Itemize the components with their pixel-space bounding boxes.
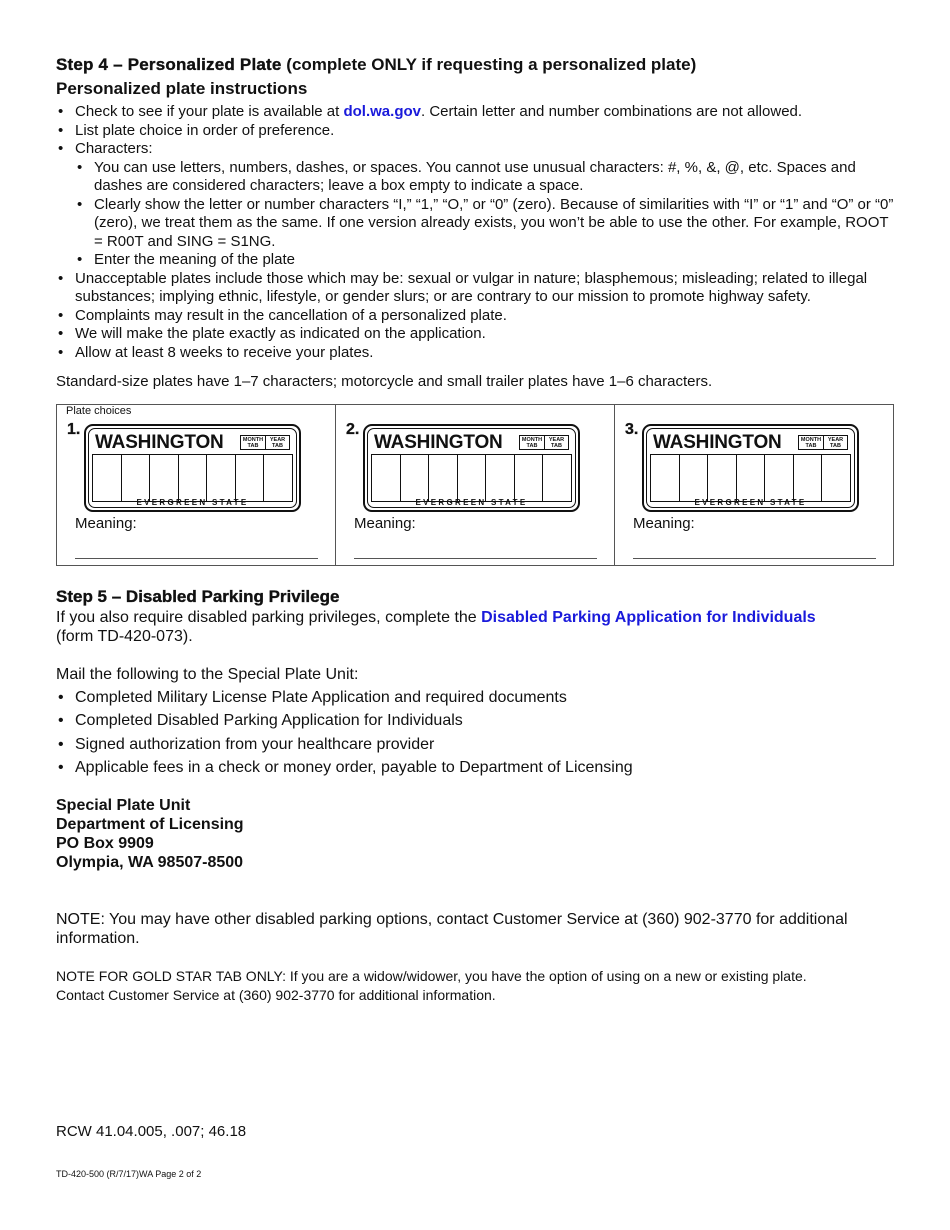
plate-char-box[interactable] — [179, 455, 208, 501]
license-plate-graphic — [363, 424, 580, 512]
address-line: Special Plate Unit — [56, 797, 191, 814]
plate-char-box[interactable] — [458, 455, 487, 501]
step4-title-main: Step 4 – Personalized Plate — [56, 55, 282, 74]
gold-star-note-line: Contact Customer Service at (360) 902-3770 for additional information. — [56, 986, 496, 1003]
mail-intro: Mail the following to the Special Plate Unit: — [56, 665, 359, 683]
plate-choices-box — [56, 404, 894, 566]
mail-items-list — [56, 688, 896, 778]
gold-star-note — [56, 967, 896, 1004]
form-footer: TD-420-500 (R/7/17)WA Page 2 of 2 — [56, 1169, 202, 1179]
plate-char-box[interactable] — [486, 455, 515, 501]
meaning-label: Meaning: — [633, 514, 695, 532]
step5-intro-text: If you also require disabled parking privileges, complete the — [56, 608, 482, 626]
plate-motto: EVERGREEN STATE — [136, 497, 249, 507]
mailing-address — [56, 796, 896, 872]
disabled-parking-note: NOTE: You may have other disabled parking options, contact Customer Service at (360) 902-3770 for additional information. — [56, 911, 848, 947]
plate-char-box[interactable] — [150, 455, 179, 501]
plate-size-note: Standard-size plates have 1–7 characters; motorcycle and small trailer plates have 1–6 characters. — [56, 373, 713, 390]
meaning-label: Meaning: — [75, 514, 137, 532]
step5-title: Step 5 – Disabled Parking Privilege — [56, 586, 340, 606]
plate-motto: EVERGREEN STATE — [694, 497, 807, 507]
instruction-text: . Certain letter and number combinations are not allowed. — [421, 103, 803, 120]
characters-subitem: • Clearly show the letter or number characters “I,” “1,” “O,” or “0” (zero). Because of similarities with “I” or “1” and “O” or “0” (zero), we treat them as the same. If one version already exists, you won’t be able to use the other. For example, ROOT = R00T and SING = S1NG. — [75, 196, 896, 252]
form-number-text: (form TD-420-073). — [56, 627, 193, 645]
rcw-citation: RCW 41.04.005, .007; 46.18 — [56, 1123, 247, 1140]
plate-choices-label: Plate choices — [66, 404, 132, 417]
instructions-heading: Personalized plate instructions — [56, 79, 308, 98]
plate-choice-number: 2. — [346, 420, 360, 438]
characters-subitem: • Enter the meaning of the plate — [75, 251, 896, 270]
plate-char-box[interactable] — [794, 455, 823, 501]
meaning-field[interactable] — [75, 558, 318, 559]
address-line: Olympia, WA 98507-8500 — [56, 854, 244, 871]
instruction-item — [56, 103, 896, 122]
plate-choice-number: 3. — [625, 420, 639, 438]
plate-character-boxes — [371, 454, 572, 502]
instructions-list — [56, 103, 896, 362]
characters-label: Characters: — [75, 140, 153, 157]
plate-char-box[interactable] — [236, 455, 265, 501]
plate-char-box[interactable] — [765, 455, 794, 501]
plate-char-box[interactable] — [651, 455, 680, 501]
plate-state-name: WASHINGTON — [374, 431, 503, 453]
month-tab: MONTH TAB — [521, 436, 543, 449]
instruction-item: • Allow at least 8 weeks to receive your plates. — [56, 344, 896, 363]
license-plate-graphic — [84, 424, 301, 512]
plate-char-box[interactable] — [515, 455, 544, 501]
plate-char-box[interactable] — [93, 455, 122, 501]
plate-char-box[interactable] — [264, 455, 292, 501]
plate-char-box[interactable] — [680, 455, 709, 501]
plate-tabs — [798, 435, 848, 450]
plate-char-box[interactable] — [822, 455, 850, 501]
plate-state-name: WASHINGTON — [653, 431, 782, 453]
year-tab: YEAR TAB — [265, 436, 289, 449]
mail-item: • Completed Military License Plate Application and required documents — [56, 688, 896, 707]
instruction-item: • We will make the plate exactly as indicated on the application. — [56, 325, 896, 344]
month-tab: MONTH TAB — [242, 436, 264, 449]
plate-char-box[interactable] — [708, 455, 737, 501]
year-tab: YEAR TAB — [544, 436, 568, 449]
plate-tabs — [519, 435, 569, 450]
step5-intro — [56, 608, 896, 646]
step4-title-note: (complete ONLY if requesting a personalized plate) — [286, 55, 697, 74]
plate-char-box[interactable] — [543, 455, 571, 501]
plate-char-box[interactable] — [429, 455, 458, 501]
instruction-item: • Complaints may result in the cancellation of a personalized plate. — [56, 307, 896, 326]
plate-choice-number: 1. — [67, 420, 81, 438]
plate-character-boxes — [92, 454, 293, 502]
characters-sublist — [75, 159, 896, 270]
license-plate-graphic — [642, 424, 859, 512]
instruction-item: • List plate choice in order of preference. — [56, 122, 896, 141]
mail-item: • Signed authorization from your healthcare provider — [56, 735, 896, 754]
plate-motto: EVERGREEN STATE — [415, 497, 528, 507]
plate-char-box[interactable] — [207, 455, 236, 501]
plate-char-box[interactable] — [737, 455, 766, 501]
mail-item: • Completed Disabled Parking Application for Individuals — [56, 711, 896, 730]
plate-char-box[interactable] — [122, 455, 151, 501]
plate-tabs — [240, 435, 290, 450]
meaning-field[interactable] — [633, 558, 876, 559]
meaning-label: Meaning: — [354, 514, 416, 532]
plate-state-name: WASHINGTON — [95, 431, 224, 453]
dol-website-link[interactable]: dol.wa.gov — [343, 103, 421, 120]
plate-char-box[interactable] — [401, 455, 430, 501]
gold-star-note-line: NOTE FOR GOLD STAR TAB ONLY: If you are a widow/widower, you have the option of using on a new or existing plate. — [56, 968, 807, 984]
plate-choice-3 — [615, 405, 893, 565]
instruction-item — [56, 140, 896, 270]
instruction-item: • Unacceptable plates include those which may be: sexual or vulgar in nature; blasphemous; misleading; related to illegal substances; implying ethnic, lifestyle, or gender slurs; or are contrary to our mission to promote highway safety. — [56, 270, 896, 307]
mail-item: • Applicable fees in a check or money order, payable to Department of Licensing — [56, 758, 896, 777]
month-tab: MONTH TAB — [800, 436, 822, 449]
plate-character-boxes — [650, 454, 851, 502]
step5-section — [56, 586, 896, 1005]
plate-choice-2 — [336, 405, 615, 565]
characters-subitem: • You can use letters, numbers, dashes, or spaces. You cannot use unusual characters: #, %, &, @, etc. Spaces and dashes are considered characters; leave a box empty to indicate a space. — [75, 159, 896, 196]
instruction-text: Check to see if your plate is available at — [75, 103, 344, 120]
disabled-parking-application-link[interactable]: Disabled Parking Application for Individuals — [481, 608, 816, 626]
step4-title — [56, 54, 896, 76]
address-line: Department of Licensing — [56, 816, 244, 833]
plate-char-box[interactable] — [372, 455, 401, 501]
plate-choice-1 — [57, 405, 336, 565]
address-line: PO Box 9909 — [56, 835, 154, 852]
year-tab: YEAR TAB — [823, 436, 847, 449]
form-page — [56, 54, 896, 1004]
meaning-field[interactable] — [354, 558, 597, 559]
